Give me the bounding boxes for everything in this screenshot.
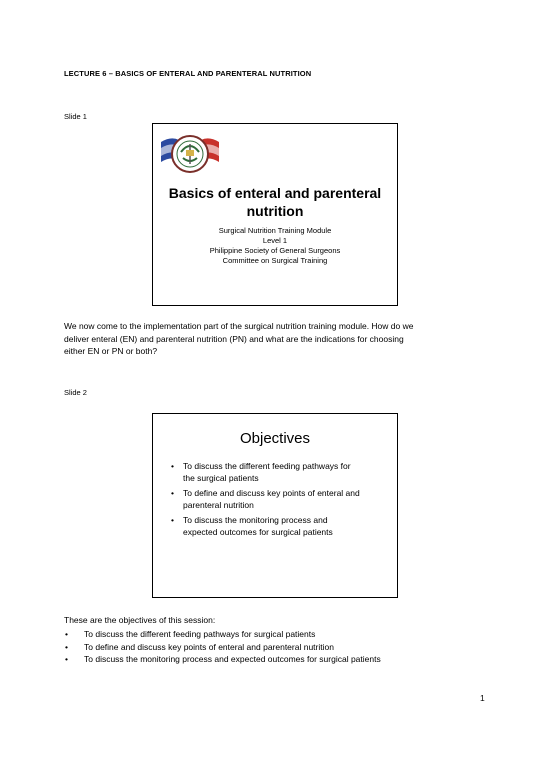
objectives-intro: These are the objectives of this session: [64,615,216,625]
page-number: 1 [480,693,485,703]
slide-1-thumbnail [152,123,398,306]
slide-1-subtitle: Surgical Nutrition Training Module Level 1 Philippine Society of General Surgeons Committee on Surgical Training [209,226,341,265]
intro-paragraph: We now come to the implementation part of the surgical nutrition training module. How do we deliver enteral (EN) and parenteral nutrition (PN) and what are the indications for choosing either EN or PN or both? [64,321,414,356]
slide-2-label: Slide 2 [64,388,87,397]
slide-2-bullets [169,460,387,541]
slide-2-title: Objectives [239,430,311,447]
list-item: • To discuss the monitoring process and expected outcomes for surgical patients [169,514,387,538]
slide-2-thumbnail [152,413,398,598]
list-item: • To discuss the monitoring process and expected outcomes for surgical patients [64,653,381,666]
list-item: • To discuss the different feeding pathways for the surgical patients [169,460,387,484]
slide-1-label: Slide 1 [64,112,87,121]
list-item: • To discuss the different feeding pathways for surgical patients [64,628,381,641]
objectives-list [64,628,381,666]
list-item: • To define and discuss key points of enteral and parenteral nutrition [169,487,387,511]
list-item: • To define and discuss key points of enteral and parenteral nutrition [64,641,381,654]
lecture-title: LECTURE 6 – BASICS OF ENTERAL AND PARENTERAL NUTRITION [64,69,312,78]
slide-1-title: Basics of enteral and parenteral nutrition [168,185,382,219]
society-logo-icon [159,130,221,176]
